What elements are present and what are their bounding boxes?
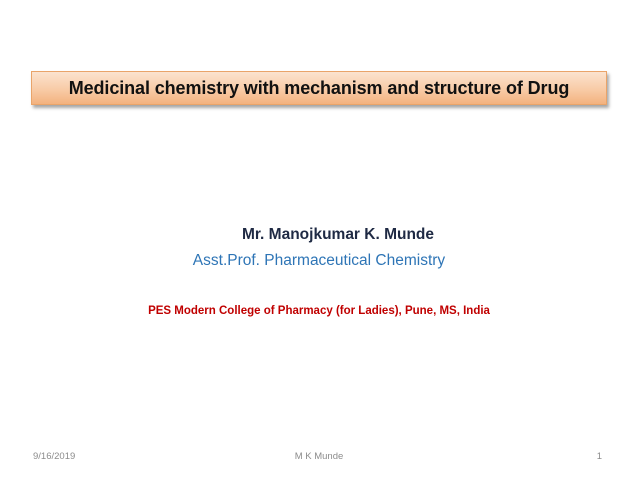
title-box [31, 71, 607, 105]
footer-date: 9/16/2019 [33, 451, 76, 462]
author-line [0, 226, 638, 244]
author-name: Mr. Manojkumar K. Munde [241, 226, 435, 243]
author-designation: Asst.Prof. Pharmaceutical Chemistry [192, 252, 446, 269]
slide-number: 1 [596, 451, 602, 462]
designation-line [0, 252, 638, 270]
footer-author: M K Munde [294, 451, 344, 462]
college-name: PES Modern College of Pharmacy (for Ladies), Pune, MS, India [148, 305, 490, 317]
slide-title: Medicinal chemistry with mechanism and structure of Drug [68, 77, 570, 98]
